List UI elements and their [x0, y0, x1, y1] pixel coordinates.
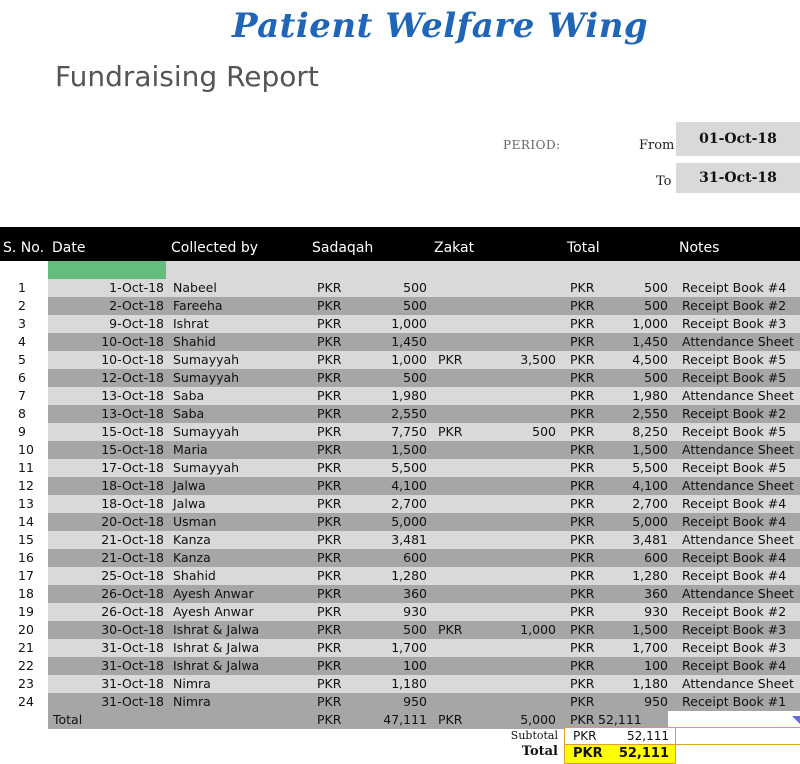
total-amount-cell[interactable]: 1,980 — [632, 388, 668, 403]
zakat-currency-cell[interactable] — [438, 333, 478, 351]
zakat-currency-cell[interactable] — [438, 549, 478, 567]
zakat-amount-cell[interactable] — [478, 477, 556, 495]
sadaqah-amount-cell[interactable]: 930 — [403, 604, 427, 619]
sadaqah-currency-cell[interactable]: PKR — [317, 532, 342, 547]
table-row — [0, 441, 800, 459]
sadaqah-amount-cell[interactable]: 500 — [403, 370, 427, 385]
to-date-cell[interactable]: 31-Oct-18 — [676, 163, 800, 193]
total-zakat-amount[interactable]: 5,000 — [520, 712, 556, 727]
collected-by-cell[interactable]: Nimra — [173, 676, 211, 691]
date-cell[interactable]: 12-Oct-18 — [101, 370, 164, 385]
subtotal-currency: PKR — [573, 729, 597, 743]
sadaqah-amount-cell[interactable]: 5,500 — [391, 460, 427, 475]
date-cell[interactable]: 26-Oct-18 — [101, 586, 164, 601]
notes-cell[interactable]: Attendance Sheet — [682, 478, 794, 493]
total-total-currency[interactable]: PKR — [570, 712, 595, 727]
sadaqah-currency-cell[interactable]: PKR — [317, 568, 342, 583]
sadaqah-currency-cell[interactable]: PKR — [317, 550, 342, 565]
date-cell[interactable]: 30-Oct-18 — [101, 622, 164, 637]
total-amount-cell[interactable]: 4,500 — [632, 352, 668, 367]
zakat-currency-cell[interactable] — [438, 315, 478, 333]
total-amount-cell[interactable]: 1,000 — [632, 316, 668, 331]
subtotal-cell[interactable] — [564, 727, 676, 745]
zakat-amount-cell[interactable] — [478, 459, 556, 477]
column-header-sno: S. No. — [3, 240, 45, 256]
serial-number-cell[interactable]: 10 — [0, 441, 48, 459]
grand-total-cell[interactable] — [564, 744, 676, 764]
resize-handle-icon[interactable] — [792, 716, 800, 724]
total-amount-cell[interactable]: 500 — [644, 298, 668, 313]
total-currency-cell[interactable]: PKR — [570, 460, 595, 475]
total-amount-cell[interactable]: 1,500 — [632, 622, 668, 637]
serial-number-cell[interactable]: 17 — [0, 567, 48, 585]
total-currency-cell[interactable]: PKR — [570, 586, 595, 601]
total-row-label[interactable]: Total — [53, 712, 83, 727]
total-amount-cell[interactable]: 3,481 — [632, 532, 668, 547]
date-cell[interactable]: 18-Oct-18 — [101, 478, 164, 493]
notes-cell[interactable]: Attendance Sheet — [682, 532, 794, 547]
notes-cell[interactable]: Receipt Book #5 — [682, 460, 787, 475]
sadaqah-amount-cell[interactable]: 600 — [403, 550, 427, 565]
sadaqah-currency-cell[interactable]: PKR — [317, 442, 342, 457]
total-total-amount[interactable]: 52,111 — [598, 712, 642, 727]
report-title: Fundraising Report — [55, 60, 319, 93]
table-row — [0, 297, 800, 315]
table-row — [0, 603, 800, 621]
zakat-amount-cell[interactable] — [478, 549, 556, 567]
serial-number-cell[interactable]: 11 — [0, 459, 48, 477]
zakat-currency-cell[interactable] — [438, 441, 478, 459]
serial-number-cell[interactable]: 2 — [0, 297, 48, 315]
sadaqah-amount-cell[interactable]: 1,000 — [391, 316, 427, 331]
table-row — [0, 459, 800, 477]
zakat-amount-cell[interactable] — [478, 513, 556, 531]
from-date-cell[interactable]: 01-Oct-18 — [676, 122, 800, 157]
zakat-amount-cell[interactable]: 3,500 — [520, 352, 556, 367]
collected-by-cell[interactable]: Maria — [173, 442, 208, 457]
collected-by-cell[interactable]: Ayesh Anwar — [173, 604, 254, 619]
zakat-amount-cell[interactable] — [478, 603, 556, 621]
date-cell[interactable]: 1-Oct-18 — [109, 280, 164, 295]
date-cell[interactable]: 25-Oct-18 — [101, 568, 164, 583]
collected-by-cell[interactable]: Saba — [173, 388, 205, 403]
total-sadaqah-currency[interactable]: PKR — [317, 712, 342, 727]
notes-cell[interactable]: Attendance Sheet — [682, 442, 794, 457]
serial-number-cell[interactable]: 15 — [0, 531, 48, 549]
sadaqah-currency-cell[interactable]: PKR — [317, 640, 342, 655]
sadaqah-currency-cell[interactable]: PKR — [317, 604, 342, 619]
zakat-amount-cell[interactable] — [478, 297, 556, 315]
grand-total-currency: PKR — [573, 746, 603, 761]
zakat-amount-cell[interactable] — [478, 693, 556, 711]
sadaqah-amount-cell[interactable]: 1,500 — [391, 442, 427, 457]
sadaqah-currency-cell[interactable]: PKR — [317, 424, 342, 439]
sadaqah-amount-cell[interactable]: 100 — [403, 658, 427, 673]
total-amount-cell[interactable]: 100 — [644, 658, 668, 673]
sadaqah-amount-cell[interactable]: 500 — [403, 298, 427, 313]
table-row — [0, 621, 800, 639]
table-row — [0, 675, 800, 693]
data-rows — [0, 261, 800, 729]
sadaqah-amount-cell[interactable]: 360 — [403, 586, 427, 601]
total-currency-cell[interactable]: PKR — [570, 676, 595, 691]
notes-cell[interactable]: Attendance Sheet — [682, 586, 794, 601]
total-currency-cell[interactable]: PKR — [570, 316, 595, 331]
sadaqah-currency-cell[interactable]: PKR — [317, 370, 342, 385]
sadaqah-currency-cell[interactable]: PKR — [317, 586, 342, 601]
serial-number-cell[interactable]: 19 — [0, 603, 48, 621]
serial-number-cell[interactable]: 21 — [0, 639, 48, 657]
serial-number-cell[interactable]: 6 — [0, 369, 48, 387]
collected-by-cell[interactable]: Kanza — [173, 532, 211, 547]
sadaqah-amount-cell[interactable]: 3,481 — [391, 532, 427, 547]
column-header-collected-by: Collected by — [171, 240, 259, 256]
date-cell[interactable]: 18-Oct-18 — [101, 496, 164, 511]
total-currency-cell[interactable]: PKR — [570, 334, 595, 349]
total-currency-cell[interactable]: PKR — [570, 622, 595, 637]
notes-cell[interactable]: Receipt Book #3 — [682, 640, 787, 655]
sadaqah-amount-cell[interactable]: 7,750 — [391, 424, 427, 439]
date-cell[interactable]: 31-Oct-18 — [101, 676, 164, 691]
sadaqah-currency-cell[interactable]: PKR — [317, 280, 342, 295]
collected-by-cell[interactable]: Ishrat & Jalwa — [173, 640, 260, 655]
serial-number-cell[interactable]: 9 — [0, 423, 48, 441]
sadaqah-currency-cell[interactable]: PKR — [317, 658, 342, 673]
zakat-amount-cell[interactable] — [478, 495, 556, 513]
total-currency-cell[interactable]: PKR — [570, 478, 595, 493]
table-row — [0, 369, 800, 387]
zakat-amount-cell[interactable] — [478, 585, 556, 603]
total-amount-cell[interactable]: 500 — [644, 370, 668, 385]
collected-by-cell[interactable]: Sumayyah — [173, 352, 240, 367]
period-label: PERIOD: — [503, 138, 561, 152]
collected-by-cell[interactable]: Sumayyah — [173, 460, 240, 475]
grand-total-label: Total — [521, 744, 558, 759]
column-header-sadaqah: Sadaqah — [312, 240, 374, 256]
table-row — [0, 423, 800, 441]
total-amount-cell[interactable]: 1,500 — [632, 442, 668, 457]
table-row — [0, 513, 800, 531]
sadaqah-amount-cell[interactable]: 2,700 — [391, 496, 427, 511]
date-cell[interactable]: 15-Oct-18 — [101, 424, 164, 439]
sadaqah-currency-cell[interactable]: PKR — [317, 388, 342, 403]
serial-number-cell[interactable]: 18 — [0, 585, 48, 603]
table-row — [0, 495, 800, 513]
date-cell[interactable]: 21-Oct-18 — [101, 550, 164, 565]
from-label: From — [639, 138, 675, 153]
date-cell[interactable]: 10-Oct-18 — [101, 334, 164, 349]
date-cell[interactable]: 31-Oct-18 — [101, 658, 164, 673]
sadaqah-amount-cell[interactable]: 2,550 — [391, 406, 427, 421]
grand-total-amount: 52,111 — [618, 746, 669, 761]
total-amount-cell[interactable]: 500 — [644, 280, 668, 295]
notes-cell[interactable]: Receipt Book #1 — [682, 694, 787, 709]
sadaqah-amount-cell[interactable]: 950 — [403, 694, 427, 709]
notes-cell[interactable]: Receipt Book #4 — [682, 514, 787, 529]
date-cell[interactable]: 20-Oct-18 — [101, 514, 164, 529]
serial-number-cell[interactable]: 20 — [0, 621, 48, 639]
column-header-date: Date — [52, 240, 86, 256]
zakat-amount-cell[interactable]: 1,000 — [520, 622, 556, 637]
table-row — [0, 657, 800, 675]
table-row — [0, 261, 800, 297]
sadaqah-currency-cell[interactable]: PKR — [317, 316, 342, 331]
zakat-amount-cell[interactable] — [478, 405, 556, 423]
zakat-amount-cell[interactable] — [478, 675, 556, 693]
sadaqah-currency-cell[interactable]: PKR — [317, 460, 342, 475]
column-header-notes: Notes — [679, 240, 720, 256]
subtotal-amount: 52,111 — [627, 729, 669, 743]
collected-by-cell[interactable]: Shahid — [173, 334, 216, 349]
collected-by-cell[interactable]: Shahid — [173, 568, 216, 583]
total-amount-cell[interactable]: 930 — [644, 604, 668, 619]
sadaqah-currency-cell[interactable]: PKR — [317, 352, 342, 367]
date-cell[interactable]: 17-Oct-18 — [101, 460, 164, 475]
sadaqah-currency-cell[interactable]: PKR — [317, 676, 342, 691]
zakat-currency-cell[interactable] — [438, 405, 478, 423]
total-currency-cell[interactable]: PKR — [570, 352, 595, 367]
selected-cell-highlight — [48, 261, 166, 279]
zakat-currency-cell[interactable] — [438, 567, 478, 585]
total-amount-cell[interactable]: 2,700 — [632, 496, 668, 511]
table-row — [0, 387, 800, 405]
table-row — [0, 639, 800, 657]
total-currency-cell[interactable]: PKR — [570, 694, 595, 709]
zakat-amount-cell[interactable] — [478, 315, 556, 333]
collected-by-cell[interactable]: Jalwa — [173, 478, 206, 493]
total-currency-cell[interactable]: PKR — [570, 406, 595, 421]
notes-cell[interactable]: Receipt Book #4 — [682, 550, 787, 565]
total-currency-cell[interactable]: PKR — [570, 424, 595, 439]
serial-number-cell[interactable]: 16 — [0, 549, 48, 567]
table-row — [0, 549, 800, 567]
serial-number-cell[interactable]: 5 — [0, 351, 48, 369]
notes-cell[interactable]: Receipt Book #5 — [682, 352, 787, 367]
total-currency-cell[interactable]: PKR — [570, 514, 595, 529]
table-row — [0, 333, 800, 351]
sadaqah-currency-cell[interactable]: PKR — [317, 478, 342, 493]
total-amount-cell[interactable]: 600 — [644, 550, 668, 565]
subtotal-label: Subtotal — [510, 729, 558, 742]
sadaqah-currency-cell[interactable]: PKR — [317, 298, 342, 313]
sadaqah-amount-cell[interactable]: 1,450 — [391, 334, 427, 349]
date-cell[interactable]: 2-Oct-18 — [109, 298, 164, 313]
notes-cell[interactable]: Receipt Book #3 — [682, 622, 787, 637]
zakat-currency-cell[interactable] — [438, 387, 478, 405]
sadaqah-amount-cell[interactable]: 1,000 — [391, 352, 427, 367]
zakat-amount-cell[interactable] — [478, 333, 556, 351]
date-cell[interactable]: 13-Oct-18 — [101, 388, 164, 403]
serial-number-cell[interactable]: 7 — [0, 387, 48, 405]
zakat-currency-cell[interactable] — [438, 603, 478, 621]
zakat-currency-cell[interactable] — [438, 657, 478, 675]
zakat-currency-cell[interactable] — [438, 495, 478, 513]
zakat-amount-cell[interactable] — [478, 441, 556, 459]
total-amount-cell[interactable]: 360 — [644, 586, 668, 601]
table-row — [0, 351, 800, 369]
collected-by-cell[interactable]: Usman — [173, 514, 217, 529]
total-amount-cell[interactable]: 4,100 — [632, 478, 668, 493]
total-currency-cell[interactable]: PKR — [570, 640, 595, 655]
collected-by-cell[interactable]: Ishrat — [173, 316, 209, 331]
notes-cell[interactable]: Receipt Book #2 — [682, 298, 787, 313]
notes-cell[interactable]: Attendance Sheet — [682, 334, 794, 349]
notes-cell[interactable]: Receipt Book #2 — [682, 604, 787, 619]
serial-number-cell[interactable]: 8 — [0, 405, 48, 423]
serial-number-cell[interactable]: 23 — [0, 675, 48, 693]
collected-by-cell[interactable]: Sumayyah — [173, 370, 240, 385]
zakat-amount-cell[interactable]: 500 — [532, 424, 556, 439]
date-cell[interactable]: 15-Oct-18 — [101, 442, 164, 457]
to-label: To — [656, 174, 672, 189]
sadaqah-amount-cell[interactable]: 1,180 — [391, 676, 427, 691]
date-cell[interactable]: 26-Oct-18 — [101, 604, 164, 619]
notes-cell[interactable]: Receipt Book #4 — [682, 496, 787, 511]
notes-cell[interactable]: Attendance Sheet — [682, 388, 794, 403]
zakat-currency-cell[interactable] — [438, 297, 478, 315]
total-currency-cell[interactable]: PKR — [570, 604, 595, 619]
total-amount-cell[interactable]: 1,700 — [632, 640, 668, 655]
serial-number-cell[interactable]: 22 — [0, 657, 48, 675]
collected-by-cell[interactable]: Jalwa — [173, 496, 206, 511]
notes-cell[interactable]: Receipt Book #4 — [682, 280, 787, 295]
serial-number-cell[interactable]: 24 — [0, 693, 48, 711]
total-amount-cell[interactable]: 2,550 — [632, 406, 668, 421]
sadaqah-amount-cell[interactable]: 500 — [403, 280, 427, 295]
total-currency-cell[interactable]: PKR — [570, 370, 595, 385]
total-currency-cell[interactable]: PKR — [570, 280, 595, 295]
total-amount-cell[interactable]: 1,450 — [632, 334, 668, 349]
collected-by-cell[interactable]: Sumayyah — [173, 424, 240, 439]
zakat-currency-cell[interactable] — [438, 513, 478, 531]
zakat-amount-cell[interactable] — [478, 369, 556, 387]
sadaqah-amount-cell[interactable]: 1,980 — [391, 388, 427, 403]
zakat-currency-cell[interactable] — [438, 531, 478, 549]
sadaqah-currency-cell[interactable]: PKR — [317, 514, 342, 529]
total-zakat-currency[interactable]: PKR — [438, 712, 463, 727]
total-currency-cell[interactable]: PKR — [570, 550, 595, 565]
table-row — [0, 315, 800, 333]
serial-number-cell[interactable]: 14 — [0, 513, 48, 531]
notes-cell[interactable]: Attendance Sheet — [682, 676, 794, 691]
sadaqah-currency-cell[interactable]: PKR — [317, 406, 342, 421]
notes-cell[interactable]: Receipt Book #5 — [682, 370, 787, 385]
collected-by-cell[interactable]: Fareeha — [173, 298, 223, 313]
table-row — [0, 693, 800, 711]
zakat-amount-cell[interactable] — [478, 279, 556, 297]
sadaqah-currency-cell[interactable]: PKR — [317, 334, 342, 349]
brand-title: Patient Welfare Wing — [232, 6, 649, 46]
date-cell[interactable]: 9-Oct-18 — [109, 316, 164, 331]
date-cell[interactable]: 10-Oct-18 — [101, 352, 164, 367]
total-amount-cell[interactable]: 1,280 — [632, 568, 668, 583]
zakat-amount-cell[interactable] — [478, 567, 556, 585]
sadaqah-currency-cell[interactable]: PKR — [317, 694, 342, 709]
serial-number-cell[interactable]: 1 — [0, 279, 48, 297]
zakat-currency-cell[interactable] — [438, 585, 478, 603]
total-sadaqah-amount[interactable]: 47,111 — [383, 712, 427, 727]
total-amount-cell[interactable]: 8,250 — [632, 424, 668, 439]
zakat-currency-cell[interactable]: PKR — [438, 622, 463, 637]
sadaqah-currency-cell[interactable]: PKR — [317, 622, 342, 637]
total-currency-cell[interactable]: PKR — [570, 532, 595, 547]
zakat-currency-cell[interactable] — [438, 369, 478, 387]
table-row — [0, 477, 800, 495]
zakat-currency-cell[interactable] — [438, 693, 478, 711]
zakat-currency-cell[interactable] — [438, 279, 478, 297]
date-cell[interactable]: 21-Oct-18 — [101, 532, 164, 547]
collected-by-cell[interactable]: Nabeel — [173, 280, 217, 295]
table-row — [0, 585, 800, 603]
zakat-currency-cell[interactable]: PKR — [438, 352, 463, 367]
table-row — [0, 567, 800, 585]
zakat-amount-cell[interactable] — [478, 531, 556, 549]
date-cell[interactable]: 31-Oct-18 — [101, 694, 164, 709]
serial-number-cell[interactable]: 3 — [0, 315, 48, 333]
sadaqah-amount-cell[interactable]: 1,700 — [391, 640, 427, 655]
sadaqah-amount-cell[interactable]: 500 — [403, 622, 427, 637]
collected-by-cell[interactable]: Ishrat & Jalwa — [173, 622, 260, 637]
sadaqah-amount-cell[interactable]: 1,280 — [391, 568, 427, 583]
column-header-zakat: Zakat — [434, 240, 475, 256]
notes-cell[interactable]: Receipt Book #2 — [682, 406, 787, 421]
zakat-amount-cell[interactable] — [478, 387, 556, 405]
zakat-currency-cell[interactable] — [438, 459, 478, 477]
date-cell[interactable]: 31-Oct-18 — [101, 640, 164, 655]
zakat-currency-cell[interactable]: PKR — [438, 424, 463, 439]
zakat-currency-cell[interactable] — [438, 477, 478, 495]
total-currency-cell[interactable]: PKR — [570, 388, 595, 403]
serial-number-cell[interactable]: 4 — [0, 333, 48, 351]
table-row — [0, 531, 800, 549]
subtotal-extension — [676, 727, 800, 745]
zakat-currency-cell[interactable] — [438, 639, 478, 657]
total-amount-cell[interactable]: 5,500 — [632, 460, 668, 475]
collected-by-cell[interactable]: Ayesh Anwar — [173, 586, 254, 601]
notes-cell[interactable]: Receipt Book #4 — [682, 658, 787, 673]
notes-cell[interactable]: Receipt Book #4 — [682, 568, 787, 583]
collected-by-cell[interactable]: Ishrat & Jalwa — [173, 658, 260, 673]
total-amount-cell[interactable]: 1,180 — [632, 676, 668, 691]
column-header-total: Total — [567, 240, 600, 256]
date-cell[interactable]: 13-Oct-18 — [101, 406, 164, 421]
zakat-amount-cell[interactable] — [478, 639, 556, 657]
table-row — [0, 405, 800, 423]
total-currency-cell[interactable]: PKR — [570, 496, 595, 511]
zakat-amount-cell[interactable] — [478, 657, 556, 675]
total-currency-cell[interactable]: PKR — [570, 442, 595, 457]
notes-cell[interactable]: Receipt Book #5 — [682, 424, 787, 439]
notes-cell[interactable]: Receipt Book #3 — [682, 316, 787, 331]
collected-by-cell[interactable]: Nimra — [173, 694, 211, 709]
zakat-currency-cell[interactable] — [438, 675, 478, 693]
total-currency-cell[interactable]: PKR — [570, 568, 595, 583]
collected-by-cell[interactable]: Saba — [173, 406, 205, 421]
serial-number-cell[interactable]: 13 — [0, 495, 48, 513]
collected-by-cell[interactable]: Kanza — [173, 550, 211, 565]
total-currency-cell[interactable]: PKR — [570, 658, 595, 673]
total-amount-cell[interactable]: 950 — [644, 694, 668, 709]
table-header — [0, 227, 800, 261]
sadaqah-currency-cell[interactable]: PKR — [317, 496, 342, 511]
sadaqah-amount-cell[interactable]: 5,000 — [391, 514, 427, 529]
total-amount-cell[interactable]: 5,000 — [632, 514, 668, 529]
serial-number-cell[interactable]: 12 — [0, 477, 48, 495]
sadaqah-amount-cell[interactable]: 4,100 — [391, 478, 427, 493]
total-currency-cell[interactable]: PKR — [570, 298, 595, 313]
